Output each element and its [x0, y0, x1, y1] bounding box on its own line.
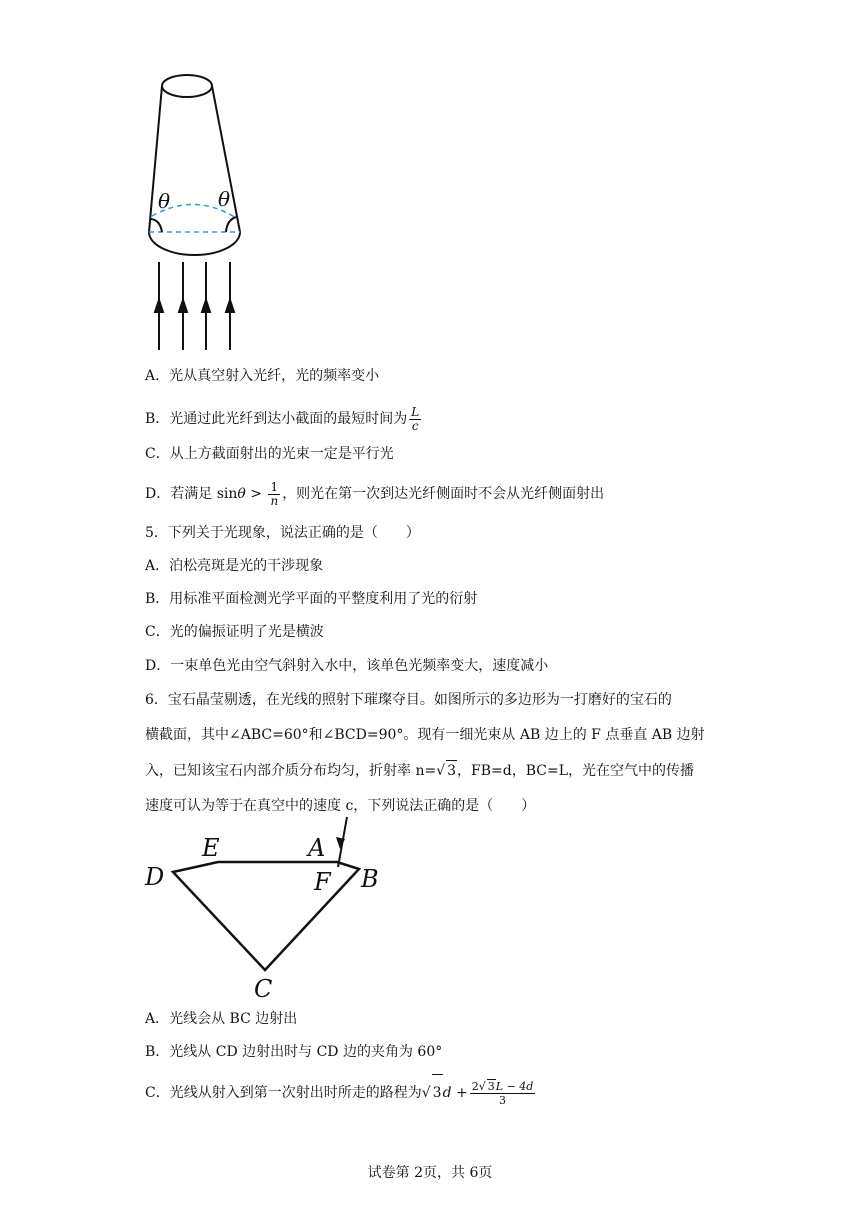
q5-option-b: B．用标准平面检测光学平面的平整度利用了光的衍射 — [145, 591, 478, 607]
fraction-numerator — [470, 1079, 536, 1094]
q6-option-c-d: d + — [442, 1085, 468, 1101]
light-ray-arrowhead — [336, 837, 345, 849]
sqrt-symbol: √ — [478, 1080, 486, 1093]
angle-arc-left — [151, 219, 162, 232]
q6-line-4: 速度可认为等于在真空中的速度 c，下列说法正确的是（ ） — [145, 798, 536, 814]
fraction-numerator: 1 — [268, 481, 280, 495]
q6-option-a: A．光线会从 BC 边射出 — [145, 1011, 298, 1027]
vertex-label-a: A — [308, 834, 326, 862]
angle-arc-right — [226, 217, 236, 232]
q4-option-d — [145, 474, 604, 514]
fraction-denominator: 3 — [499, 1094, 506, 1107]
theta-symbol: θ — [237, 486, 246, 502]
q6-line-2: 横截面，其中∠ABC=60°和∠BCD=90°。现有一细光束从 AB 边上的 F 点垂直 AB 边射 — [145, 727, 705, 743]
numerator-rest: L − 4d — [495, 1080, 534, 1093]
q4-option-d-prefix: D．若满足 — [145, 486, 213, 502]
page-footer: 试卷第 2页，共 6页 — [367, 1165, 493, 1181]
q6-line-3 — [145, 760, 694, 781]
q4-option-b-fraction — [409, 406, 421, 433]
q5-option-c: C．光的偏振证明了光是横波 — [145, 624, 324, 640]
sqrt-radicand: 3 — [446, 760, 457, 781]
vertex-label-c: C — [254, 975, 273, 1000]
fraction-denominator: n — [270, 493, 279, 508]
sqrt-radicand: 3 — [487, 1080, 495, 1093]
q6-option-b: B．光线从 CD 边射出时与 CD 边的夹角为 60° — [145, 1044, 443, 1060]
numerator-coefficient: 2 — [471, 1080, 479, 1093]
q4-option-b-text: B．光通过此光纤到达小截面的最短时间为 — [145, 411, 408, 427]
q6-line-3-b: ，FB=d，BC=L，光在空气中的传播 — [457, 763, 695, 779]
q4-option-b — [145, 401, 423, 437]
theta-label-left: θ — [158, 189, 171, 213]
fiber-top-face — [162, 75, 212, 97]
vertex-label-b: B — [361, 865, 379, 893]
q4-option-d-suffix: ，则光在第一次到达光纤侧面时不会从光纤侧面射出 — [282, 486, 605, 502]
fiber-figure — [140, 60, 260, 360]
gem-polygon — [173, 862, 359, 970]
q4-option-a: A．光从真空射入光纤，光的频率变小 — [145, 368, 380, 384]
gem-figure — [140, 815, 400, 1000]
q6-option-c — [145, 1074, 537, 1110]
q6-option-c-text: C．光线从射入到第一次射出时所走的路程为 — [145, 1085, 422, 1101]
vertex-label-e: E — [202, 834, 220, 862]
sin-symbol: sin — [216, 486, 238, 502]
fraction-numerator: L — [411, 404, 420, 419]
q5-option-a: A．泊松亮斑是光的干涉现象 — [145, 558, 324, 574]
vertex-label-f: F — [314, 868, 331, 896]
q6-line-3-a: 入，已知该宝石内部介质分布均匀，折射率 n= — [145, 763, 437, 779]
incident-light-arrows — [155, 262, 234, 350]
vertex-label-d: D — [145, 863, 165, 891]
theta-label-right: θ — [218, 187, 231, 211]
fraction-denominator: c — [411, 418, 419, 433]
q4-option-d-fraction — [268, 481, 280, 508]
q6-line-1: 6．宝石晶莹剔透，在光线的照射下璀璨夺目。如图所示的多边形为一打磨好的宝石的 — [145, 692, 672, 708]
sqrt-symbol: √ — [421, 1085, 431, 1101]
q5-stem: 5．下列关于光现象，说法正确的是（ ） — [145, 525, 420, 541]
q5-option-d: D．一束单色光由空气斜射入水中，该单色光频率变大，速度减小 — [145, 658, 549, 674]
fiber-bottom-face — [149, 232, 240, 255]
greater-than: > — [245, 486, 267, 502]
q4-option-c: C．从上方截面射出的光束一定是平行光 — [145, 446, 394, 462]
q6-option-c-fraction — [470, 1079, 536, 1107]
sqrt-radicand: 3 — [432, 1074, 443, 1111]
sqrt-symbol: √ — [436, 763, 446, 779]
